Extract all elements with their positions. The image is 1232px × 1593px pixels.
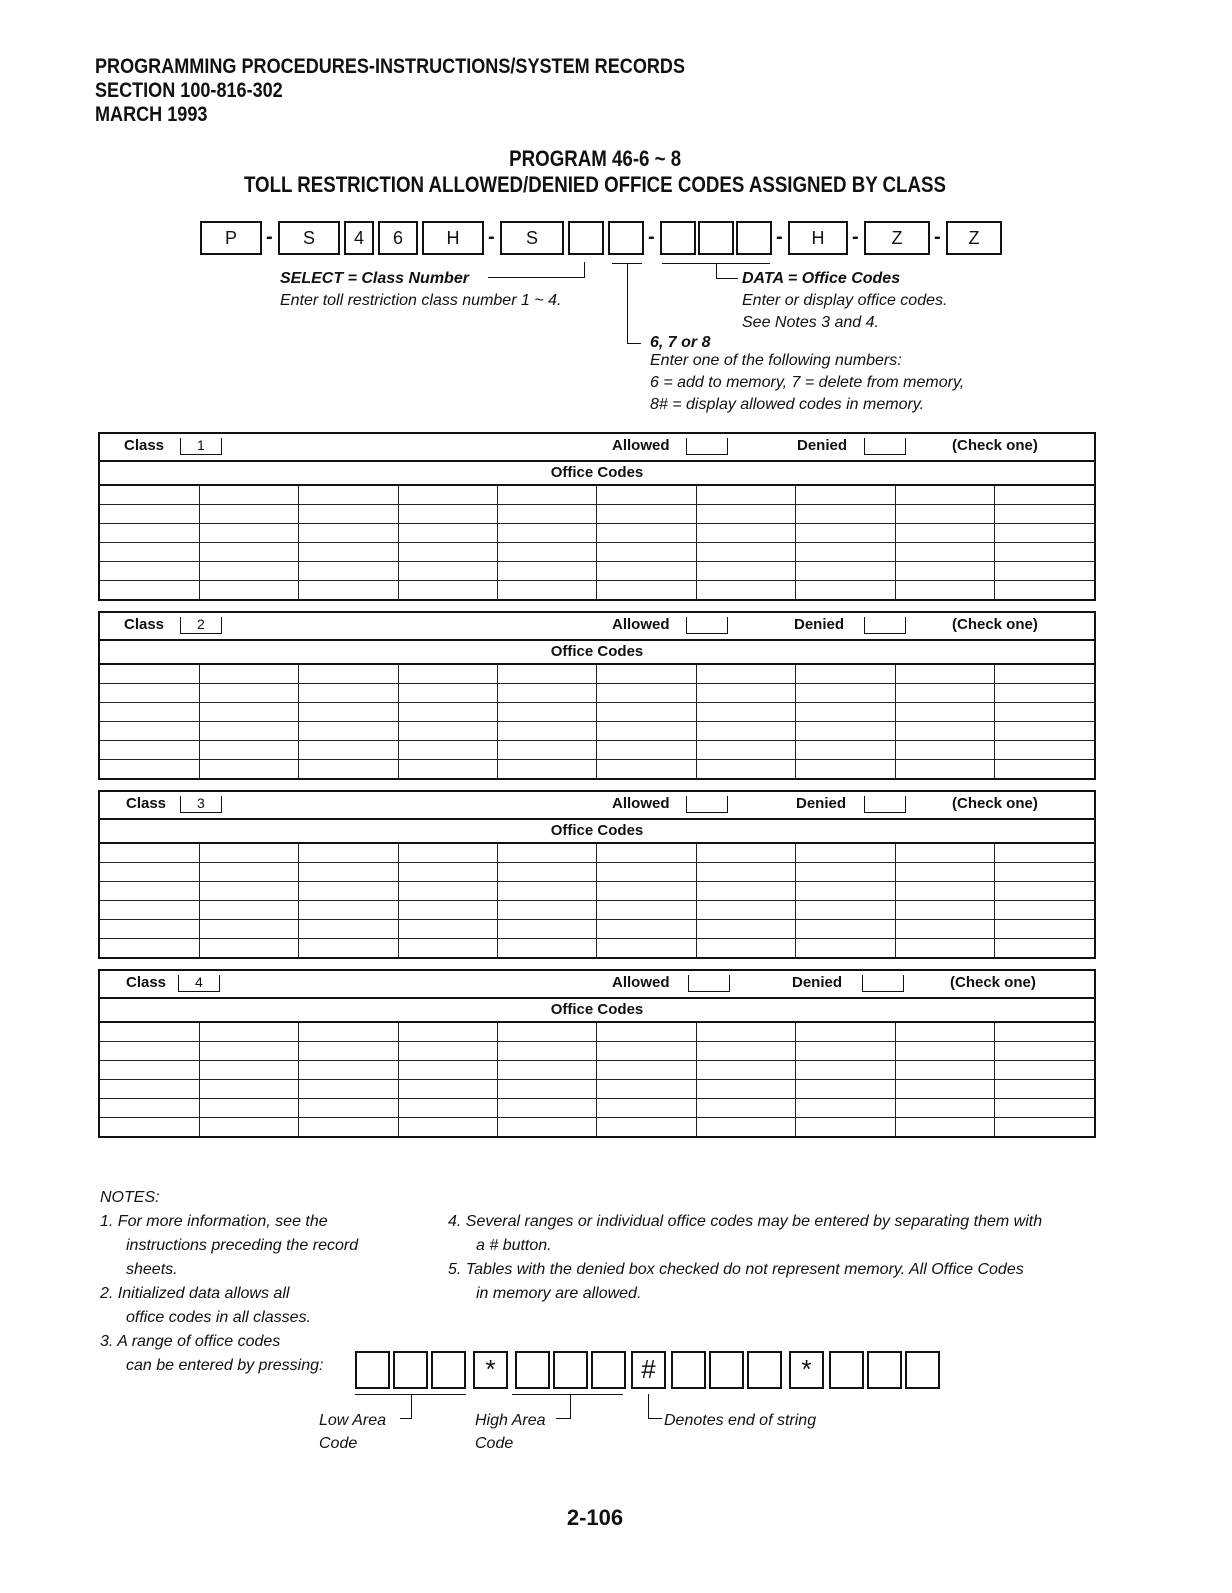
key-box <box>698 221 734 255</box>
key-box: 4 <box>344 221 374 255</box>
table-row <box>100 562 1094 581</box>
bracket-line <box>488 277 584 278</box>
class-number-box: 4 <box>178 975 220 992</box>
key-sequence <box>200 221 1010 257</box>
class-number-box: 2 <box>180 617 222 634</box>
check-one-label: (Check one) <box>952 616 1038 633</box>
range-key-box <box>829 1351 864 1389</box>
office-codes-grid <box>100 665 1094 778</box>
table-row <box>100 939 1094 958</box>
range-key-box <box>867 1351 902 1389</box>
key-box: H <box>788 221 848 255</box>
note-2: 2. Initialized data allows all <box>100 1285 290 1302</box>
key-dash: - <box>776 226 783 248</box>
key-box: 6 <box>378 221 418 255</box>
table-row <box>100 901 1094 920</box>
office-codes-grid <box>100 1023 1094 1136</box>
data-description: Enter or display office codes. <box>742 292 948 309</box>
program-subtitle: TOLL RESTRICTION ALLOWED/DENIED OFFICE CODES ASSIGNED BY CLASS <box>244 172 946 197</box>
denied-label: Denied <box>797 437 848 454</box>
page-number: 2-106 <box>566 1505 624 1530</box>
table-row <box>100 1061 1094 1080</box>
data-label: DATA = Office Codes <box>742 270 901 287</box>
header-line-1: PROGRAMMING PROCEDURES-INSTRUCTIONS/SYSTEM RECORDS <box>95 55 686 78</box>
denied-checkbox[interactable] <box>864 438 906 455</box>
note-5-cont: in memory are allowed. <box>476 1285 642 1302</box>
check-one-label: (Check one) <box>952 795 1038 812</box>
operation-label: 6, 7 or 8 <box>650 334 711 351</box>
table-row <box>100 760 1094 779</box>
key-dash: - <box>648 226 655 248</box>
class-label: Class <box>124 616 165 633</box>
check-one-label: (Check one) <box>952 437 1038 454</box>
table-row <box>100 920 1094 939</box>
note-1-cont: sheets. <box>126 1261 178 1278</box>
range-key-box <box>709 1351 744 1389</box>
bracket-line <box>716 263 717 279</box>
key-dash: - <box>488 226 495 248</box>
allowed-label: Allowed <box>612 437 670 454</box>
bracket-line <box>411 1394 412 1418</box>
low-area-label: Low Area <box>319 1412 386 1429</box>
panel-header <box>100 434 1094 462</box>
allowed-label: Allowed <box>612 974 670 991</box>
allowed-checkbox[interactable] <box>686 617 728 634</box>
table-row <box>100 1118 1094 1137</box>
key-dash: - <box>934 226 941 248</box>
denied-label: Denied <box>794 616 845 633</box>
table-row <box>100 581 1094 600</box>
table-row <box>100 665 1094 684</box>
select-description: Enter toll restriction class number 1 ~ 4. <box>280 292 562 309</box>
bracket-line <box>627 263 628 343</box>
range-key-box <box>905 1351 940 1389</box>
range-key-box <box>355 1351 390 1389</box>
note-4-cont: a # button. <box>476 1237 552 1254</box>
check-one-label: (Check one) <box>950 974 1036 991</box>
class-number-box: 3 <box>180 796 222 813</box>
key-box: Z <box>946 221 1002 255</box>
panel-header <box>100 971 1094 999</box>
document-header <box>95 55 685 127</box>
office-codes-heading: Office Codes <box>100 820 1094 844</box>
key-dash: - <box>266 226 273 248</box>
star-key-box: * <box>473 1351 508 1389</box>
header-date: MARCH 1993 <box>95 103 208 126</box>
table-row <box>100 1023 1094 1042</box>
denied-checkbox[interactable] <box>862 975 904 992</box>
denied-label: Denied <box>796 795 847 812</box>
data-notes-ref: See Notes 3 and 4. <box>742 314 879 331</box>
note-1: 1. For more information, see the <box>100 1213 328 1230</box>
high-area-code-label: Code <box>475 1435 514 1452</box>
table-row <box>100 1042 1094 1061</box>
table-row <box>100 844 1094 863</box>
allowed-label: Allowed <box>612 616 670 633</box>
bracket-line <box>570 1394 571 1418</box>
table-row <box>100 741 1094 760</box>
header-section: SECTION 100-816-302 <box>95 79 283 102</box>
range-key-box <box>671 1351 706 1389</box>
bracket-line <box>648 1394 649 1418</box>
table-row <box>100 543 1094 562</box>
end-string-label: Denotes end of string <box>664 1412 817 1429</box>
table-row <box>100 1080 1094 1099</box>
key-box: Z <box>864 221 930 255</box>
bracket-line <box>400 1418 412 1419</box>
operation-options: 6 = add to memory, 7 = delete from memory, <box>650 374 965 391</box>
office-codes-heading: Office Codes <box>100 462 1094 486</box>
program-title: PROGRAM 46-6 ~ 8 <box>509 146 681 171</box>
table-row <box>100 524 1094 543</box>
range-key-box <box>515 1351 550 1389</box>
allowed-checkbox[interactable] <box>688 975 730 992</box>
hash-key-box: # <box>631 1351 666 1389</box>
high-area-label: High Area <box>475 1412 546 1429</box>
select-label: SELECT = Class Number <box>280 270 469 287</box>
bracket-line <box>584 262 585 278</box>
table-row <box>100 722 1094 741</box>
low-area-code-label: Code <box>319 1435 358 1452</box>
denied-checkbox[interactable] <box>864 796 906 813</box>
range-key-box <box>553 1351 588 1389</box>
class-label: Class <box>126 795 167 812</box>
bracket-line <box>627 343 641 344</box>
key-dash: - <box>852 226 859 248</box>
class-panel <box>98 611 1096 780</box>
note-1-cont: instructions preceding the record <box>126 1237 359 1254</box>
allowed-checkbox[interactable] <box>686 796 728 813</box>
class-panel <box>98 432 1096 601</box>
table-row <box>100 703 1094 722</box>
key-box: S <box>278 221 340 255</box>
key-box: P <box>200 221 262 255</box>
office-codes-grid <box>100 844 1094 957</box>
class-label: Class <box>124 437 165 454</box>
operation-display: 8# = display allowed codes in memory. <box>650 396 925 413</box>
key-box <box>736 221 772 255</box>
note-3-cont: can be entered by pressing: <box>126 1357 324 1374</box>
class-panel <box>98 969 1096 1138</box>
key-box <box>568 221 604 255</box>
key-box: S <box>500 221 564 255</box>
table-row <box>100 486 1094 505</box>
note-3: 3. A range of office codes <box>100 1333 281 1350</box>
bracket-line <box>648 1418 662 1419</box>
office-codes-heading: Office Codes <box>100 999 1094 1023</box>
denied-checkbox[interactable] <box>864 617 906 634</box>
class-panel <box>98 790 1096 959</box>
note-5: 5. Tables with the denied box checked do not represent memory. All Office Codes <box>448 1261 1024 1278</box>
operation-description: Enter one of the following numbers: <box>650 352 902 369</box>
bracket-line <box>512 1394 623 1395</box>
class-label: Class <box>126 974 167 991</box>
key-box <box>608 221 644 255</box>
table-row <box>100 684 1094 703</box>
office-codes-heading: Office Codes <box>100 641 1094 665</box>
key-box <box>660 221 696 255</box>
table-row <box>100 863 1094 882</box>
table-row <box>100 505 1094 524</box>
note-2-cont: office codes in all classes. <box>126 1309 311 1326</box>
bracket-line <box>556 1418 571 1419</box>
range-key-box <box>591 1351 626 1389</box>
range-key-box <box>393 1351 428 1389</box>
panel-header <box>100 613 1094 641</box>
allowed-label: Allowed <box>612 795 670 812</box>
note-4: 4. Several ranges or individual office codes may be entered by separating them with <box>448 1213 1043 1230</box>
office-codes-grid <box>100 486 1094 599</box>
panel-header <box>100 792 1094 820</box>
range-key-box <box>747 1351 782 1389</box>
table-row <box>100 1099 1094 1118</box>
notes-heading: NOTES: <box>100 1189 160 1206</box>
bracket-line <box>716 278 738 279</box>
class-number-box: 1 <box>180 438 222 455</box>
key-box: H <box>422 221 484 255</box>
allowed-checkbox[interactable] <box>686 438 728 455</box>
denied-label: Denied <box>792 974 843 991</box>
star-key-box: * <box>789 1351 824 1389</box>
table-row <box>100 882 1094 901</box>
range-key-box <box>431 1351 466 1389</box>
